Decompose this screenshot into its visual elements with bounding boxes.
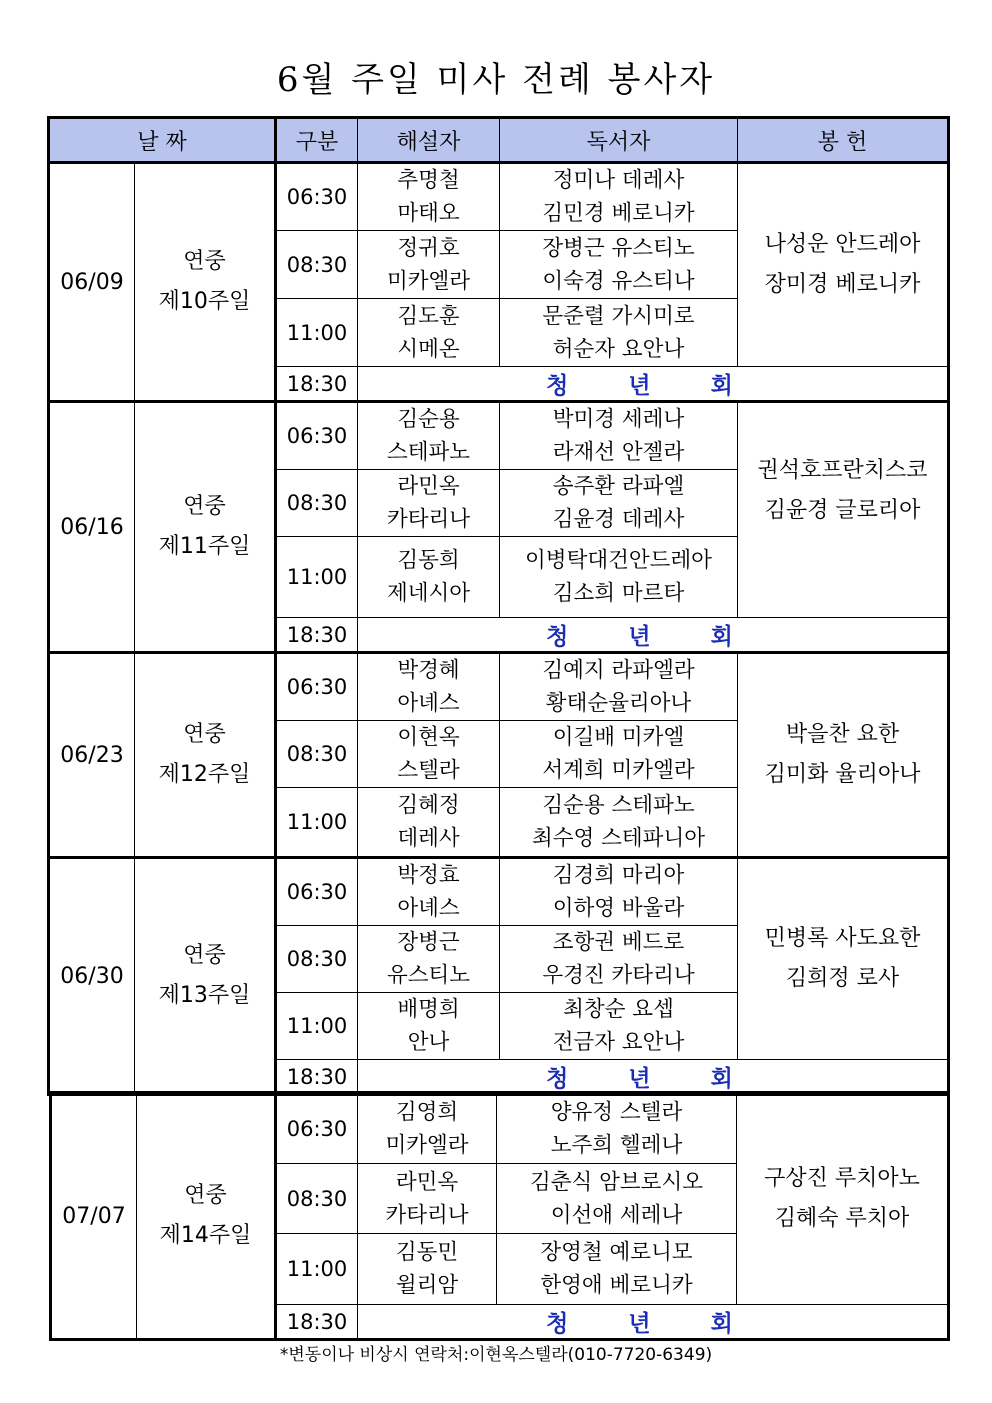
header-offertory: 봉 헌 bbox=[738, 118, 949, 163]
time-cell: 18:30 bbox=[276, 1060, 358, 1095]
time-cell: 18:30 bbox=[276, 1305, 358, 1340]
reader-1: 김예지 라파엘라 bbox=[542, 658, 695, 683]
youth-group-cell: 청 년 회 bbox=[358, 1060, 949, 1095]
week-cell bbox=[135, 402, 276, 653]
commentator-saint: 안나 bbox=[407, 1030, 450, 1055]
offertory-cell bbox=[738, 858, 949, 1060]
commentator-name: 장병근 bbox=[397, 930, 460, 955]
date-cell: 06/23 bbox=[49, 653, 135, 858]
time-cell: 11:00 bbox=[276, 993, 358, 1060]
commentator-name: 김순용 bbox=[397, 407, 460, 432]
offertory-1: 권석호프란치스코 bbox=[757, 458, 928, 483]
reader-2: 라재선 안젤라 bbox=[552, 440, 685, 465]
offertory-1: 구상진 루치아노 bbox=[764, 1166, 920, 1191]
table-row bbox=[49, 653, 949, 721]
week-label: 연중 bbox=[183, 722, 226, 747]
reader-1: 송주환 라파엘 bbox=[552, 474, 685, 499]
commentator-saint: 카타리나 bbox=[386, 507, 471, 532]
time-cell: 11:00 bbox=[276, 788, 358, 858]
commentator-name: 라민옥 bbox=[397, 474, 460, 499]
commentator-name: 박정효 bbox=[397, 863, 460, 888]
time-cell: 08:30 bbox=[276, 231, 358, 299]
time-cell: 06:30 bbox=[276, 653, 358, 721]
commentator-cell bbox=[358, 858, 500, 926]
commentator-cell bbox=[358, 1234, 497, 1305]
reader-cell bbox=[500, 721, 738, 788]
reader-cell bbox=[500, 926, 738, 993]
table-row bbox=[49, 858, 949, 926]
time-cell: 11:00 bbox=[276, 1234, 358, 1305]
page-title: 6월 주일 미사 전례 봉사자 bbox=[276, 60, 716, 100]
youth-group-cell: 청 년 회 bbox=[358, 618, 949, 653]
reader-1: 문준렬 가시미로 bbox=[542, 303, 695, 329]
commentator-saint: 유스티노 bbox=[386, 963, 471, 988]
reader-1: 박미경 세레나 bbox=[552, 407, 685, 432]
contact-footer: *변동이나 비상시 연락처:이현옥스텔라(010-7720-6349) bbox=[279, 1345, 713, 1365]
commentator-saint: 스텔라 bbox=[397, 758, 460, 783]
reader-2: 허순자 요안나 bbox=[552, 336, 685, 362]
reader-1: 장병근 유스티노 bbox=[542, 235, 695, 261]
reader-2: 서계희 미카엘라 bbox=[542, 758, 695, 783]
reader-1: 장영철 예로니모 bbox=[540, 1240, 693, 1265]
date-cell: 06/30 bbox=[49, 858, 135, 1095]
offertory-1: 나성운 안드레아 bbox=[764, 232, 921, 257]
schedule-table-july bbox=[49, 1091, 950, 1341]
offertory-2: 장미경 베로니카 bbox=[764, 272, 921, 297]
reader-2: 이하영 바울라 bbox=[552, 896, 685, 921]
commentator-name: 배명희 bbox=[397, 997, 460, 1022]
week-number: 제12주일 bbox=[158, 762, 251, 787]
table-row bbox=[51, 1093, 949, 1164]
week-cell bbox=[135, 858, 276, 1095]
offertory-cell bbox=[738, 653, 949, 858]
reader-2: 노주희 헬레나 bbox=[550, 1132, 683, 1158]
youth-group-cell: 청 년 회 bbox=[358, 1305, 949, 1340]
commentator-name: 김도훈 bbox=[397, 303, 460, 329]
reader-2: 김윤경 데레사 bbox=[552, 507, 685, 532]
commentator-name: 김영희 bbox=[395, 1099, 459, 1125]
time-cell: 06:30 bbox=[276, 163, 358, 231]
offertory-2: 김혜숙 루치아 bbox=[774, 1206, 910, 1231]
reader-1: 최창순 요셉 bbox=[563, 997, 674, 1022]
header-category: 구분 bbox=[276, 118, 358, 163]
commentator-name: 이현옥 bbox=[397, 725, 460, 750]
commentator-saint: 데레사 bbox=[397, 826, 460, 851]
commentator-cell bbox=[358, 1093, 497, 1164]
table-row bbox=[49, 402, 949, 470]
week-label: 연중 bbox=[183, 249, 226, 274]
offertory-1: 민병록 사도요한 bbox=[764, 926, 921, 951]
commentator-name: 정귀호 bbox=[397, 235, 460, 261]
time-cell: 08:30 bbox=[276, 926, 358, 993]
time-cell: 08:30 bbox=[276, 470, 358, 537]
time-cell: 08:30 bbox=[276, 721, 358, 788]
commentator-cell bbox=[358, 1164, 497, 1234]
reader-cell bbox=[500, 993, 738, 1060]
commentator-cell bbox=[358, 470, 500, 537]
table-header-row bbox=[49, 118, 949, 163]
time-cell: 11:00 bbox=[276, 299, 358, 367]
commentator-saint: 윌리암 bbox=[395, 1273, 459, 1298]
reader-2: 김소희 마르타 bbox=[552, 581, 685, 606]
youth-group-cell: 청 년 회 bbox=[358, 367, 949, 402]
time-cell: 06:30 bbox=[276, 858, 358, 926]
time-cell: 11:00 bbox=[276, 537, 358, 618]
week-label: 연중 bbox=[183, 943, 226, 968]
offertory-cell bbox=[738, 163, 949, 367]
offertory-2: 김윤경 글로리아 bbox=[764, 498, 921, 523]
time-cell: 08:30 bbox=[276, 1164, 358, 1234]
date-cell: 06/09 bbox=[49, 163, 135, 402]
commentator-name: 박경혜 bbox=[397, 658, 460, 683]
week-label: 연중 bbox=[183, 494, 226, 519]
time-cell: 06:30 bbox=[276, 1093, 358, 1164]
commentator-cell bbox=[358, 537, 500, 618]
reader-1: 김순용 스테파노 bbox=[542, 793, 695, 818]
commentator-saint: 미카엘라 bbox=[385, 1132, 469, 1158]
commentator-saint: 아녜스 bbox=[397, 896, 460, 921]
header-date: 날 짜 bbox=[49, 118, 276, 163]
week-number: 제13주일 bbox=[158, 983, 251, 1008]
reader-cell bbox=[500, 402, 738, 470]
reader-cell bbox=[500, 788, 738, 858]
reader-2: 김민경 베로니카 bbox=[542, 201, 695, 226]
reader-cell bbox=[497, 1234, 737, 1305]
reader-2: 이숙경 유스티나 bbox=[542, 268, 695, 294]
reader-cell bbox=[500, 163, 738, 231]
header-reader: 독서자 bbox=[500, 118, 738, 163]
header-commentator: 해설자 bbox=[358, 118, 500, 163]
offertory-2: 김희정 로사 bbox=[785, 966, 900, 991]
offertory-cell bbox=[737, 1093, 949, 1305]
week-number: 제10주일 bbox=[158, 289, 251, 314]
reader-1: 정미나 데레사 bbox=[552, 168, 685, 193]
commentator-cell bbox=[358, 402, 500, 470]
commentator-cell bbox=[358, 163, 500, 231]
commentator-saint: 마태오 bbox=[397, 201, 460, 226]
reader-2: 최수영 스테파니아 bbox=[532, 826, 705, 851]
commentator-cell bbox=[358, 993, 500, 1060]
commentator-name: 추명철 bbox=[397, 168, 460, 193]
week-number: 제14주일 bbox=[159, 1223, 252, 1248]
reader-cell bbox=[500, 231, 738, 299]
reader-1: 김춘식 암브로시오 bbox=[530, 1169, 703, 1195]
commentator-name: 김혜정 bbox=[397, 793, 460, 818]
week-cell bbox=[137, 1093, 276, 1340]
reader-1: 이길배 미카엘 bbox=[552, 725, 685, 750]
offertory-2: 김미화 율리아나 bbox=[764, 762, 921, 787]
commentator-saint: 아녜스 bbox=[397, 691, 460, 716]
reader-cell bbox=[497, 1093, 737, 1164]
commentator-cell bbox=[358, 231, 500, 299]
offertory-1: 박을찬 요한 bbox=[785, 722, 900, 747]
reader-1: 김경희 마리아 bbox=[552, 863, 685, 888]
table-row bbox=[49, 163, 949, 231]
commentator-saint: 시메온 bbox=[397, 336, 460, 362]
reader-cell bbox=[500, 537, 738, 618]
reader-cell bbox=[497, 1164, 737, 1234]
reader-2: 황태순율리아나 bbox=[545, 691, 692, 716]
reader-cell bbox=[500, 858, 738, 926]
time-cell: 06:30 bbox=[276, 402, 358, 470]
week-cell bbox=[135, 163, 276, 402]
week-label: 연중 bbox=[184, 1183, 227, 1208]
commentator-cell bbox=[358, 653, 500, 721]
commentator-saint: 제네시아 bbox=[386, 581, 471, 606]
date-cell: 06/16 bbox=[49, 402, 135, 653]
reader-cell bbox=[500, 470, 738, 537]
commentator-cell bbox=[358, 299, 500, 367]
reader-1: 이병탁대건안드레아 bbox=[525, 548, 712, 573]
reader-cell bbox=[500, 653, 738, 721]
date-cell: 07/07 bbox=[51, 1093, 137, 1340]
commentator-cell bbox=[358, 926, 500, 993]
reader-cell bbox=[500, 299, 738, 367]
commentator-name: 김동민 bbox=[395, 1240, 459, 1265]
reader-1: 조항권 베드로 bbox=[552, 930, 685, 955]
commentator-saint: 스테파노 bbox=[386, 440, 471, 465]
offertory-cell bbox=[738, 402, 949, 618]
commentator-saint: 카타리나 bbox=[385, 1202, 469, 1228]
reader-2: 이선애 세레나 bbox=[550, 1202, 683, 1228]
week-cell bbox=[135, 653, 276, 858]
reader-2: 한영애 베로니카 bbox=[540, 1273, 693, 1298]
reader-1: 양유정 스텔라 bbox=[550, 1099, 683, 1125]
commentator-saint: 미카엘라 bbox=[386, 268, 471, 294]
schedule-table-june bbox=[47, 116, 950, 1096]
commentator-cell bbox=[358, 721, 500, 788]
reader-2: 전금자 요안나 bbox=[552, 1030, 685, 1055]
commentator-name: 라민옥 bbox=[395, 1169, 459, 1195]
week-number: 제11주일 bbox=[158, 534, 251, 559]
commentator-cell bbox=[358, 788, 500, 858]
commentator-name: 김동희 bbox=[397, 548, 460, 573]
reader-2: 우경진 카타리나 bbox=[542, 963, 695, 988]
time-cell: 18:30 bbox=[276, 367, 358, 402]
time-cell: 18:30 bbox=[276, 618, 358, 653]
